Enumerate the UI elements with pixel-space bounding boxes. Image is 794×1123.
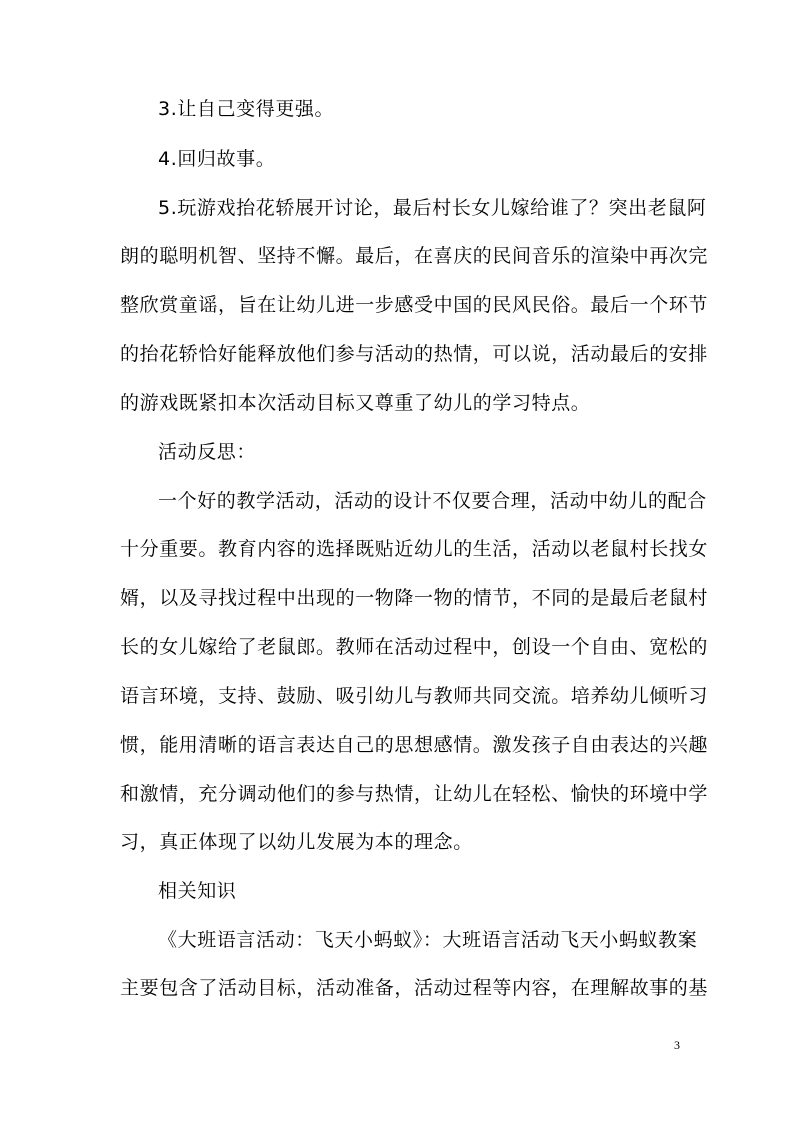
reflection-line-6: 惯，能用清晰的语言表达自己的思想感情。激发孩子自由表达的兴趣 bbox=[120, 734, 709, 756]
reflection-line-7: 和激情，充分调动他们的参与热情，让幼儿在轻松、愉快的环境中学 bbox=[120, 783, 709, 805]
reflection-heading: 活动反思： bbox=[158, 441, 257, 463]
paragraph-item5-line-2: 朗的聪明机智、坚持不懈。最后，在喜庆的民间音乐的渲染中再次完 bbox=[120, 245, 709, 267]
reflection-line-1: 一个好的教学活动，活动的设计不仅要合理，活动中幼儿的配合 bbox=[158, 490, 707, 512]
reflection-line-4: 长的女儿嫁给了老鼠郎。教师在活动过程中，创设一个自由、宽松的 bbox=[120, 636, 709, 658]
related-line-1: 《大班语言活动：飞天小蚂蚁》：大班语言活动飞天小蚂蚁教案 bbox=[158, 929, 698, 951]
page-number: 3 bbox=[674, 1038, 680, 1052]
paragraph-item5-line-1: 5.玩游戏抬花轿展开讨论，最后村长女儿嫁给谁了？突出老鼠阿 bbox=[158, 197, 707, 219]
paragraph-item5-line-4: 的抬花轿恰好能释放他们参与活动的热情，可以说，活动最后的安排 bbox=[120, 343, 709, 365]
paragraph-item5-line-3: 整欣赏童谣，旨在让幼儿进一步感受中国的民风民俗。最后一个环节 bbox=[120, 294, 709, 316]
reflection-line-5: 语言环境，支持、鼓励、吸引幼儿与教师共同交流。培养幼儿倾听习 bbox=[120, 685, 709, 707]
related-line-2: 主要包含了活动目标，活动准备，活动过程等内容，在理解故事的基 bbox=[120, 977, 709, 999]
list-item-4: 4.回归故事。 bbox=[158, 148, 276, 170]
related-heading: 相关知识 bbox=[158, 880, 237, 902]
list-item-3: 3.让自己变得更强。 bbox=[158, 98, 335, 120]
paragraph-item5-line-5: 的游戏既紧扣本次活动目标又尊重了幼儿的学习特点。 bbox=[120, 392, 591, 414]
reflection-line-8: 习，真正体现了以幼儿发展为本的理念。 bbox=[120, 831, 473, 853]
reflection-line-2: 十分重要。教育内容的选择既贴近幼儿的生活，活动以老鼠村长找女 bbox=[120, 538, 709, 560]
reflection-line-3: 婿，以及寻找过程中出现的一物降一物的情节，不同的是最后老鼠村 bbox=[120, 587, 709, 609]
